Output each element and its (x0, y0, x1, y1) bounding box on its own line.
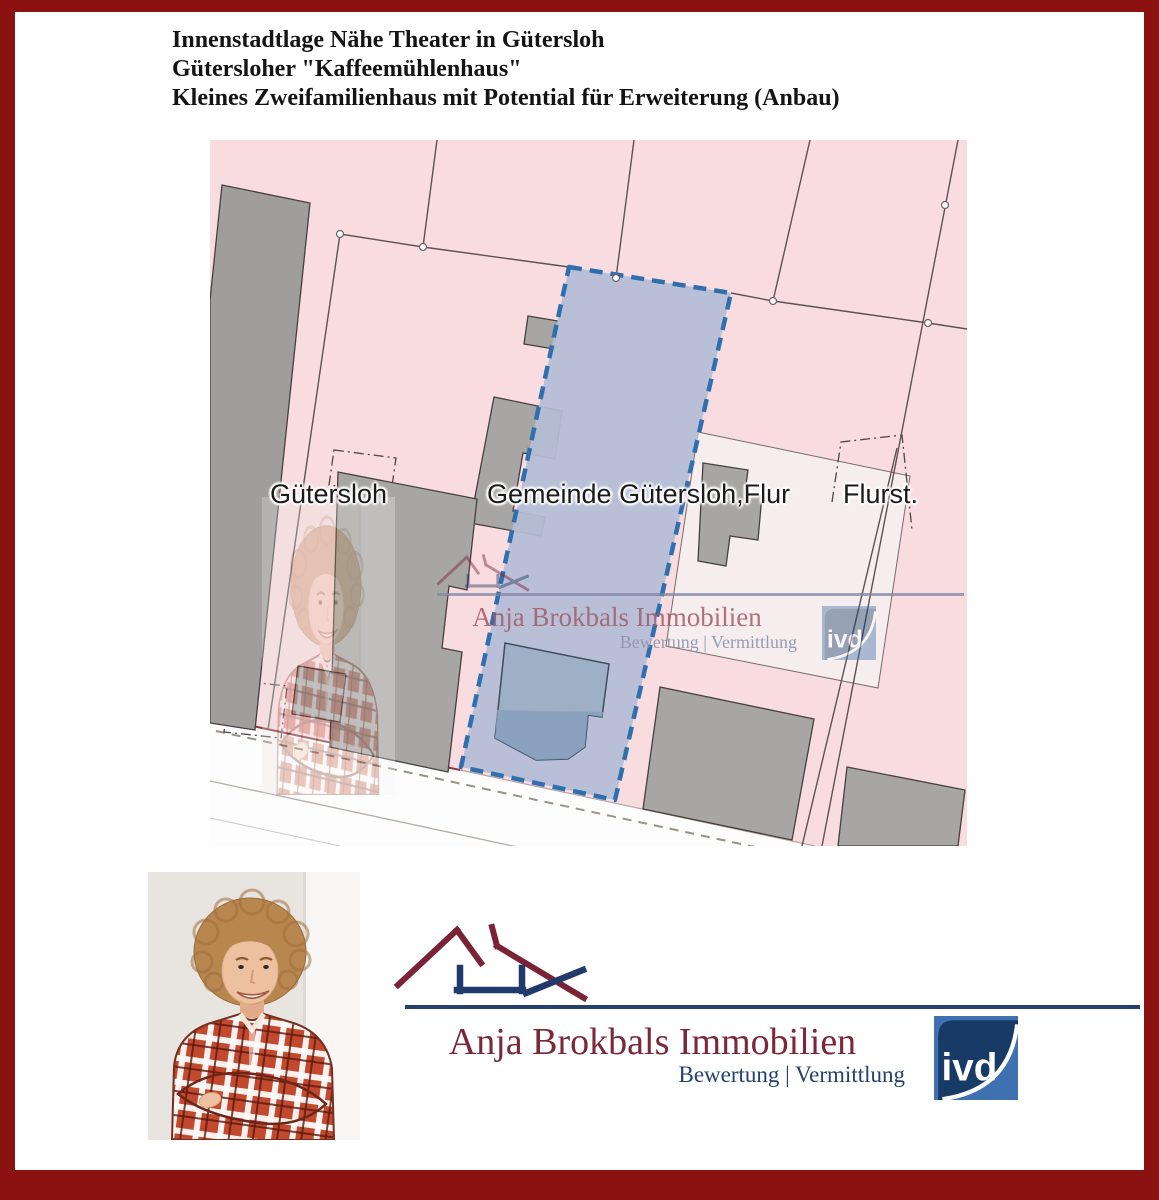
ivd-logo-text: ivd (941, 1046, 998, 1090)
watermark-tagline: Bewertung | Vermittlung (619, 632, 797, 652)
watermark-ivd-logo (822, 606, 876, 660)
title-line-name: Gütersloher "Kaffeemühlenhaus" (172, 56, 522, 82)
ivd-logo (934, 1016, 1018, 1100)
house-logo-icon (393, 913, 593, 1013)
watermark-company-name: Anja Brokbals Immobilien (472, 602, 762, 632)
watermark-ivd-text: ivd (826, 626, 863, 654)
map-label-parcel: Flurst. (843, 479, 919, 509)
map-label-municipality: Gemeinde Gütersloh,Flur (487, 479, 791, 509)
map-label-city: Gütersloh (270, 479, 388, 509)
page-title (172, 26, 840, 113)
cadastral-map (210, 140, 967, 846)
brand-divider (405, 1005, 1140, 1009)
watermark-agent-photo (262, 497, 395, 795)
title-line-description: Kleines Zweifamilienhaus mit Potential für Erweiterung (Anbau) (172, 85, 840, 111)
watermark-house-logo-icon (436, 549, 532, 597)
watermark-divider (437, 593, 964, 596)
company-tagline: Bewertung | Vermittlung (678, 1062, 905, 1087)
agent-photo (148, 872, 360, 1140)
title-line-location: Innenstadtlage Nähe Theater in Gütersloh (172, 27, 605, 53)
company-name: Anja Brokbals Immobilien (448, 1021, 857, 1063)
